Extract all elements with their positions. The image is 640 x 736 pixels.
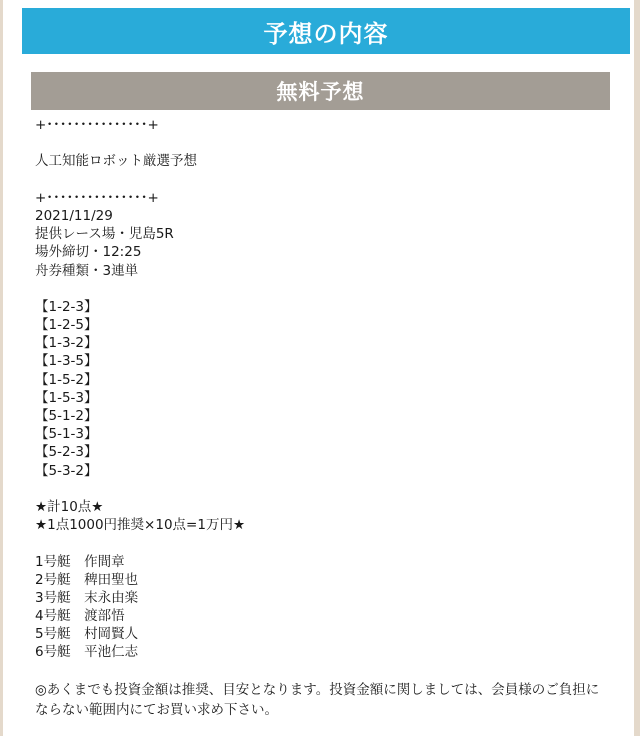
spacer	[35, 171, 610, 189]
separator-top: +･･･････････････+	[35, 117, 159, 133]
stake-recommendation: ★1点1000円推奨×10点=1万円★	[35, 517, 246, 534]
bet-item: 【1-2-3】	[35, 298, 98, 315]
bet-item: 【5-2-3】	[35, 444, 98, 461]
bet-item: 【1-5-3】	[35, 389, 98, 406]
boat-entry: 5号艇 村岡賢人	[35, 626, 139, 643]
race-venue: 提供レース場・児島5R	[35, 226, 174, 243]
separator-bottom: +･･･････････････+	[35, 189, 159, 206]
bet-list	[35, 298, 610, 480]
right-border	[634, 0, 640, 736]
spacer	[35, 480, 610, 498]
spacer	[35, 534, 610, 552]
prediction-heading: 人工知能ロボット厳選予想	[35, 153, 197, 170]
ticket-type: 舟券種類・3連単	[35, 262, 139, 279]
bet-item: 【1-2-5】	[35, 317, 98, 334]
subsection-title	[31, 72, 610, 110]
bet-item: 【1-3-2】	[35, 335, 98, 352]
boat-entry: 4号艇 渡部悟	[35, 608, 125, 625]
investment-note: ◎あくまでも投資金額は推奨、目安となります。投資金額に関しましては、会員様のご負担にならない範囲内にてお買い求め下さい。	[35, 681, 600, 718]
left-border	[0, 0, 3, 736]
boat-list	[35, 553, 610, 662]
race-date: 2021/11/29	[35, 207, 113, 224]
total-points: ★計10点★	[35, 498, 104, 515]
spacer	[35, 134, 610, 152]
bet-item: 【5-1-2】	[35, 408, 98, 424]
boat-entry: 1号艇 作間章	[35, 553, 125, 570]
bet-item: 【1-5-2】	[35, 371, 98, 388]
bet-item: 【5-3-2】	[35, 462, 98, 479]
boat-entry: 3号艇 末永由楽	[35, 589, 139, 606]
boat-entry: 2号艇 稗田聖也	[35, 571, 139, 588]
section-title-text: 予想の内容	[263, 19, 389, 48]
bet-item: 【1-3-5】	[35, 353, 98, 370]
spacer	[35, 662, 610, 680]
race-deadline: 場外締切・12:25	[35, 244, 142, 261]
spacer	[35, 280, 610, 298]
section-title	[22, 8, 630, 54]
prediction-content	[35, 116, 610, 720]
subsection-title-text: 無料予想	[276, 80, 365, 104]
boat-entry: 6号艇 平池仁志	[35, 644, 139, 661]
bet-item: 【5-1-3】	[35, 426, 98, 443]
